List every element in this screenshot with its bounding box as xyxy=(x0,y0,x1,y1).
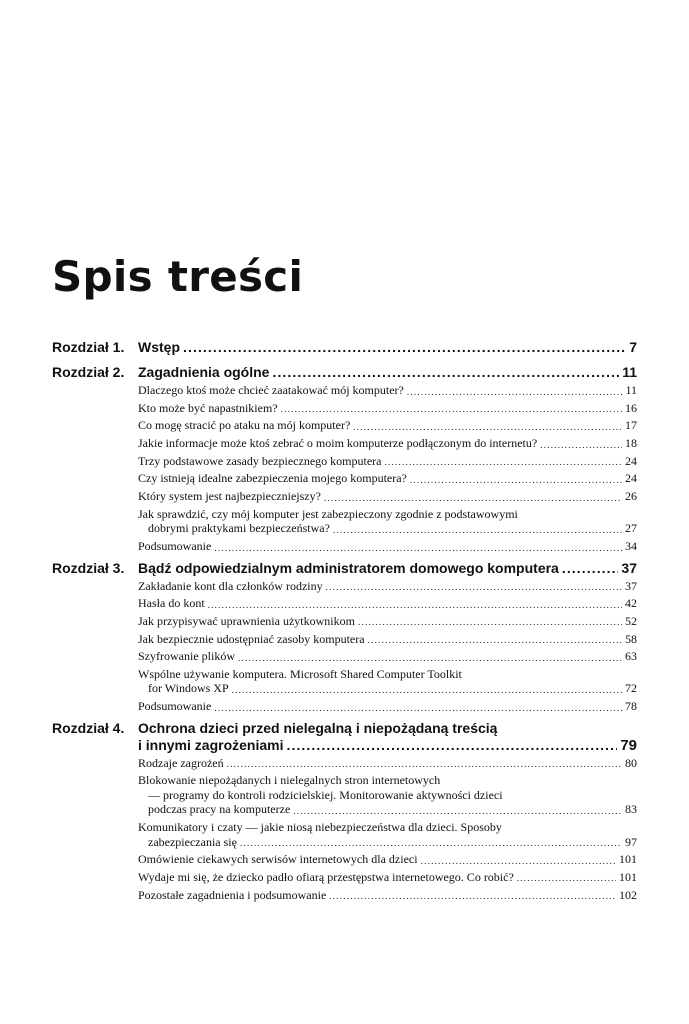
dot-leader xyxy=(240,837,622,849)
dot-leader xyxy=(517,872,616,884)
entry-page-number: 80 xyxy=(625,755,637,770)
chapter-heading[interactable] xyxy=(52,560,637,577)
toc-entry[interactable] xyxy=(138,436,637,451)
entry-title: Który system jest najbezpieczniejszy? xyxy=(138,489,321,504)
entry-title-line: — programy do kontroli rodzicielskiej. Monitorowanie aktywności dzieci xyxy=(148,787,503,802)
entry-title-line: Komunikatory i czaty — jakie niosą niebezpieczeństwa dla dzieci. Sposoby xyxy=(138,820,502,834)
chapter-number: Rozdział 2. xyxy=(52,364,125,380)
entry-title: Dlaczego ktoś może chcieć zaatakować mój komputer? xyxy=(138,383,404,397)
entry-page-number: 16 xyxy=(625,400,637,415)
dot-leader xyxy=(329,890,616,902)
toc-entry[interactable] xyxy=(138,699,637,714)
entry-title: Pozostałe zagadnienia i podsumowanie xyxy=(138,887,327,902)
toc-entry[interactable] xyxy=(138,632,637,647)
entry-page-number: 37 xyxy=(625,578,637,593)
entry-page-number: 42 xyxy=(625,596,637,611)
entry-page-number: 83 xyxy=(625,802,637,817)
entry-title: Szyfrowanie plików xyxy=(138,649,235,664)
toc-entry[interactable] xyxy=(138,852,637,867)
entry-title: Rodzaje zagrożeń xyxy=(138,755,224,770)
chapter-heading[interactable] xyxy=(52,339,637,356)
dot-leader xyxy=(562,560,619,577)
entry-title: Wydaje mi się, że dziecko padło ofiarą przestępstwa internetowego. Co robić? xyxy=(138,869,514,884)
dot-leader xyxy=(353,421,622,433)
dot-leader xyxy=(238,652,622,664)
entry-page-number: 18 xyxy=(625,436,637,451)
chapter-page-number: 11 xyxy=(622,364,637,380)
toc-entry[interactable] xyxy=(138,418,637,433)
dot-leader xyxy=(293,805,622,817)
chapter-heading[interactable] xyxy=(52,364,637,381)
dot-leader xyxy=(407,386,623,398)
chapter-page-number: 7 xyxy=(629,339,637,355)
entry-title: Podsumowanie xyxy=(138,539,212,553)
chapter-title-line: Ochrona dzieci przed nielegalną i niepożądaną treścią xyxy=(138,719,498,736)
chapter-1 xyxy=(52,339,637,356)
dot-leader xyxy=(326,581,622,593)
entry-page-number: 58 xyxy=(625,631,637,646)
entry-title: Jakie informacje może ktoś zebrać o moim komputerze podłączonym do internetu? xyxy=(138,436,538,451)
chapter-number: Rozdział 3. xyxy=(52,559,125,576)
chapter-title-line: i innymi zagrożeniami xyxy=(138,736,284,753)
dot-leader xyxy=(232,684,622,696)
chapter-page-number: 37 xyxy=(621,559,637,576)
entry-page-number: 63 xyxy=(625,649,637,664)
entry-title: Co mogę stracić po ataku na mój komputer? xyxy=(138,418,351,433)
entry-title-line: podczas pracy na komputerze xyxy=(148,802,291,817)
toc-entry[interactable] xyxy=(138,471,637,486)
entry-page-number: 11 xyxy=(625,383,637,397)
entry-page-number: 27 xyxy=(625,521,637,536)
entry-page-number: 24 xyxy=(625,453,637,468)
toc-entry[interactable] xyxy=(138,454,637,469)
chapter-title: Bądź odpowiedzialnym administratorem domowego komputera xyxy=(138,559,559,576)
entry-title: Czy istnieją idealne zabezpieczenia mojego komputera? xyxy=(138,471,407,486)
dot-leader xyxy=(227,758,622,770)
dot-leader xyxy=(281,403,622,415)
entry-page-number: 52 xyxy=(625,613,637,628)
dot-leader xyxy=(214,542,622,554)
dot-leader xyxy=(286,737,617,754)
toc-entry[interactable] xyxy=(138,489,637,504)
dot-leader xyxy=(324,492,622,504)
dot-leader xyxy=(333,524,622,536)
entry-title-line: zabezpieczania się xyxy=(148,834,237,849)
dot-leader xyxy=(368,634,622,646)
entry-title: Jak bezpiecznie udostępniać zasoby komputera xyxy=(138,631,365,646)
entry-title: Trzy podstawowe zasady bezpiecznego komputera xyxy=(138,453,382,468)
dot-leader xyxy=(208,599,622,611)
entry-title-line: Wspólne używanie komputera. Microsoft Shared Computer Toolkit xyxy=(138,666,462,681)
chapter-title: Zagadnienia ogólne xyxy=(138,364,270,380)
toc-entry[interactable] xyxy=(138,888,637,903)
entry-title: Jak przypisywać uprawnienia użytkownikom xyxy=(138,613,355,628)
dot-leader xyxy=(358,616,622,628)
toc-entry[interactable] xyxy=(138,756,637,771)
dot-leader xyxy=(384,456,622,468)
chapter-number: Rozdział 4. xyxy=(52,719,125,736)
chapter-title: Wstęp xyxy=(138,339,180,355)
toc-entry[interactable] xyxy=(138,820,637,849)
chapter-4 xyxy=(52,720,637,902)
toc-entry[interactable] xyxy=(138,614,637,629)
entry-title: Zakładanie kont dla członków rodziny xyxy=(138,578,323,593)
toc-entry[interactable] xyxy=(138,401,637,416)
toc-entry[interactable] xyxy=(138,773,637,817)
toc-entry[interactable] xyxy=(138,667,637,696)
entry-page-number: 78 xyxy=(625,699,637,714)
dot-leader xyxy=(540,439,622,451)
entry-title-line: Jak sprawdzić, czy mój komputer jest zabezpieczony zgodnie z podstawowymi xyxy=(138,506,518,521)
dot-leader xyxy=(183,339,626,356)
toc-entry[interactable] xyxy=(138,507,637,536)
entry-page-number: 101 xyxy=(619,852,637,867)
entry-title-line: Blokowanie niepożądanych i nielegalnych stron internetowych xyxy=(138,773,441,788)
dot-leader xyxy=(421,855,616,867)
entry-page-number: 34 xyxy=(625,539,637,553)
entry-title: Podsumowanie xyxy=(138,699,212,714)
entry-page-number: 26 xyxy=(625,489,637,504)
table-of-contents xyxy=(52,339,637,905)
chapter-3 xyxy=(52,560,637,714)
entry-title: Omówienie ciekawych serwisów internetowych dla dzieci xyxy=(138,852,418,867)
dot-leader xyxy=(272,364,619,381)
entry-title-line: dobrymi praktykami bezpieczeństwa? xyxy=(148,521,330,536)
section-list xyxy=(138,579,637,714)
entry-page-number: 101 xyxy=(619,869,637,884)
chapter-heading[interactable] xyxy=(52,720,637,754)
entry-title-line: for Windows XP xyxy=(148,681,229,696)
toc-entry[interactable] xyxy=(138,596,637,611)
section-list xyxy=(138,383,637,554)
toc-entry[interactable] xyxy=(138,383,637,398)
entry-page-number: 72 xyxy=(625,681,637,696)
page-title: Spis treści xyxy=(52,252,304,301)
toc-entry[interactable] xyxy=(138,579,637,594)
entry-page-number: 24 xyxy=(625,471,637,486)
entry-title: Kto może być napastnikiem? xyxy=(138,400,278,415)
toc-entry[interactable] xyxy=(138,539,637,554)
section-list xyxy=(138,756,637,902)
toc-entry[interactable] xyxy=(138,649,637,664)
entry-title: Hasła do kont xyxy=(138,596,205,611)
dot-leader xyxy=(410,474,622,486)
dot-leader xyxy=(214,702,622,714)
chapter-number: Rozdział 1. xyxy=(52,339,125,355)
toc-entry[interactable] xyxy=(138,870,637,885)
entry-page-number: 17 xyxy=(625,418,637,433)
entry-page-number: 102 xyxy=(619,887,637,902)
chapter-page-number: 79 xyxy=(620,736,637,754)
entry-page-number: 97 xyxy=(625,834,637,849)
chapter-2 xyxy=(52,364,637,554)
